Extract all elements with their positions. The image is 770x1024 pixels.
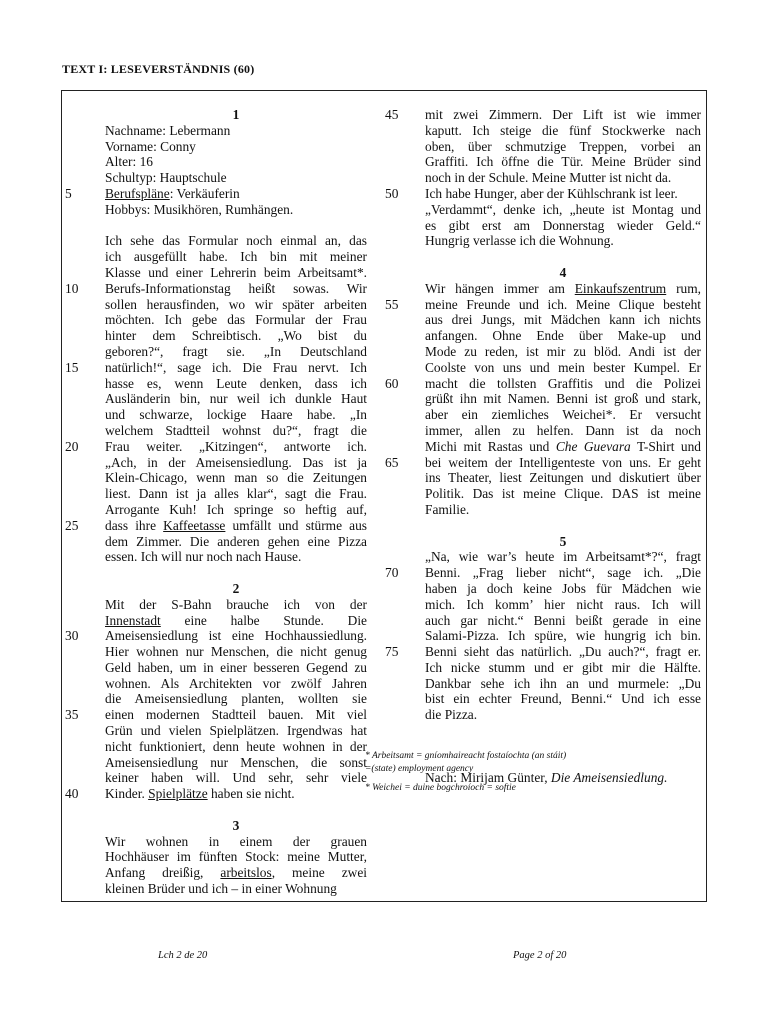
text-line bbox=[425, 154, 701, 170]
text-segment: Politik. Das ist meine Clique. DAS ist meine bbox=[425, 486, 701, 502]
text-segment: einen modernen Stadtteil bauen. Mit viel bbox=[105, 707, 367, 723]
left-column bbox=[65, 107, 368, 897]
line-number: 25 bbox=[65, 517, 79, 533]
text-segment: Frau weiter. „Kitzingen“, antworte ich. bbox=[105, 438, 367, 454]
underlined-word: arbeitslos bbox=[220, 865, 272, 881]
text-line bbox=[385, 565, 701, 581]
text-line bbox=[65, 359, 367, 376]
footnotes bbox=[365, 750, 635, 795]
text-segment: Coolste von uns und mein bester Kumpel. Er bbox=[425, 359, 701, 375]
text-segment: Ausländerin bin, nur weil ich dunkle Haut bbox=[105, 391, 367, 407]
text-line bbox=[105, 597, 367, 613]
text-line bbox=[105, 297, 367, 313]
text-line bbox=[425, 202, 701, 218]
blank-line bbox=[425, 723, 701, 739]
text-segment: Ameisensiedlung ist eine Hochhaussiedlung. bbox=[105, 628, 367, 644]
text-segment: Kinder. bbox=[105, 786, 149, 802]
text-segment: Mit der S-Bahn brauche ich von der bbox=[105, 596, 367, 612]
footnote-weichei: * Weichei = duine bogchroíoch = softie bbox=[365, 783, 516, 793]
text-line bbox=[105, 691, 367, 707]
text-segment: essen. Ich will nur noch nach Hause. bbox=[105, 549, 302, 565]
text-line bbox=[105, 739, 367, 755]
text-segment: oben, über schmutzige Treppen, vorbei an bbox=[425, 138, 701, 154]
text-line bbox=[425, 660, 701, 676]
text-segment: bist ein echter Freund, Benni.“ Und ich esse bbox=[425, 691, 701, 707]
text-line bbox=[105, 486, 367, 502]
text-line bbox=[105, 170, 367, 186]
text-segment: Hobbys: Musikhören, Rumhängen. bbox=[105, 201, 294, 217]
blank-line bbox=[425, 249, 701, 265]
text-line bbox=[65, 280, 367, 297]
text-line bbox=[105, 755, 367, 771]
text-segment: macht die tollsten Graffitis und die Polizei bbox=[425, 375, 701, 391]
text-line bbox=[425, 281, 701, 297]
text-segment: mich. Ich komm’ hier nicht raus. Ich will bbox=[425, 596, 701, 612]
text-segment: aber ein ziemliches Weichei*. Er versucht bbox=[425, 407, 701, 423]
text-line bbox=[425, 344, 701, 360]
text-segment: natürlich!“, sage ich. Die Frau nervt. Ich bbox=[105, 359, 367, 375]
text-segment: Salami-Pizza. Ich spüre, wie hungrig ich bin. bbox=[425, 628, 701, 644]
text-segment: Anfang dreißig, bbox=[105, 865, 221, 881]
text-segment: haben ja doch keine Jobs für Mädchen wie bbox=[425, 580, 701, 596]
section-number: 2 bbox=[232, 580, 240, 596]
text-segment: Berufs-Informationstag heißt sowas. Wir bbox=[105, 280, 367, 296]
line-number: 70 bbox=[385, 565, 399, 581]
text-segment: kleinen Brüder und ich – in einer Wohnung bbox=[105, 881, 337, 897]
text-line bbox=[105, 423, 367, 439]
footer-irish-page-number: Lch 2 de 20 bbox=[158, 950, 208, 961]
underlined-word: Einkaufszentrum bbox=[574, 280, 667, 296]
text-line bbox=[105, 344, 367, 360]
text-segment: Ich sehe das Formular noch einmal an, das bbox=[105, 233, 367, 249]
text-line bbox=[425, 502, 701, 518]
text-line bbox=[385, 296, 701, 313]
text-line bbox=[105, 849, 367, 865]
line-number: 65 bbox=[385, 454, 399, 470]
line-number: 30 bbox=[65, 628, 79, 644]
text-line bbox=[65, 628, 367, 644]
line-number: 75 bbox=[385, 644, 399, 660]
italic-text: Che Guevara bbox=[555, 438, 631, 454]
text-line bbox=[425, 312, 701, 328]
text-line bbox=[425, 486, 701, 502]
text-line bbox=[105, 834, 367, 850]
text-line bbox=[425, 691, 701, 707]
text-segment: Vorname: Conny bbox=[105, 138, 196, 154]
text-segment: umfällt und stürme aus bbox=[225, 517, 368, 533]
text-line bbox=[105, 613, 367, 629]
text-segment: bei weitem der Intelligenteste von uns. Er geht bbox=[425, 454, 701, 470]
text-segment: welchem Stadtteil wohnst du?“, fragt die bbox=[105, 422, 367, 438]
text-line bbox=[105, 455, 367, 471]
section-number: 5 bbox=[559, 533, 567, 549]
text-line bbox=[105, 660, 367, 676]
text-line bbox=[425, 470, 701, 486]
text-line bbox=[425, 676, 701, 692]
text-segment: sollen herausfinden, wo wir später arbeiten bbox=[105, 296, 367, 312]
text-segment: anfangen. Ohne Ende über Make-up und bbox=[425, 328, 701, 344]
line-number: 20 bbox=[65, 438, 79, 454]
text-line bbox=[65, 185, 367, 202]
text-line bbox=[425, 628, 701, 644]
text-line bbox=[105, 123, 367, 139]
line-number: 55 bbox=[385, 296, 399, 312]
text-line bbox=[105, 233, 367, 249]
footnote-arbeitsamt-line2: =(state) employment agency bbox=[365, 764, 474, 774]
line-number: 15 bbox=[65, 359, 79, 375]
text-segment: „Na, wie war’s heute im Arbeitsamt*?“, fragt bbox=[425, 549, 701, 565]
text-line bbox=[385, 107, 701, 123]
text-line bbox=[105, 202, 367, 218]
text-segment: „Ach, in der Ameisensiedlung. Das ist ja bbox=[105, 454, 367, 470]
page-header: TEXT I: LESEVERSTÄNDNIS (60) bbox=[62, 62, 255, 76]
text-line bbox=[425, 423, 701, 439]
text-segment: ins Theater, liest Zeitungen und diskutiert über bbox=[425, 470, 701, 486]
text-line bbox=[425, 218, 701, 234]
text-line bbox=[105, 407, 367, 423]
text-segment: geboren?“, fragt sie. „In Deutschland bbox=[105, 343, 367, 359]
underlined-word: Berufspläne bbox=[105, 185, 170, 201]
underlined-word: Kaffeetasse bbox=[163, 517, 226, 533]
text-segment: Schultyp: Hauptschule bbox=[105, 170, 227, 186]
text-line bbox=[105, 865, 367, 881]
text-line bbox=[105, 549, 367, 565]
text-segment: möchten. Ich gebe das Formular der Frau bbox=[105, 312, 367, 328]
footer-page-number: Page 2 of 20 bbox=[513, 950, 567, 961]
text-segment: die Pizza. bbox=[425, 707, 478, 723]
text-segment: : Verkäuferin bbox=[169, 185, 240, 201]
text-segment: Ameisensiedlung nur Menschen, die sonst bbox=[105, 754, 367, 770]
text-segment: immer, allen zu helfen. Dann ist da noch bbox=[425, 422, 701, 438]
text-segment: hinter dem Schreibtisch. „Wo bist du bbox=[105, 328, 367, 344]
text-line bbox=[425, 407, 701, 423]
text-segment: Klein-Chicago, wenn man so die Zeitungen bbox=[105, 470, 367, 486]
underlined-word: Spielplätze bbox=[148, 786, 208, 802]
text-line bbox=[425, 707, 701, 723]
blank-line bbox=[105, 565, 367, 581]
text-segment: aus drei Jungs, mit Mädchen kann ich nichts bbox=[425, 312, 701, 328]
text-line bbox=[425, 360, 701, 376]
text-segment: dass ihre bbox=[105, 517, 164, 533]
line-number: 10 bbox=[65, 280, 79, 296]
text-line bbox=[425, 391, 701, 407]
text-segment: , meine zwei bbox=[271, 865, 367, 881]
text-line bbox=[385, 375, 701, 392]
text-line bbox=[425, 439, 701, 455]
text-line bbox=[105, 328, 367, 344]
text-line bbox=[385, 644, 701, 660]
blank-line bbox=[105, 218, 367, 234]
text-line bbox=[425, 170, 701, 186]
text-segment: Familie. bbox=[425, 501, 470, 517]
text-segment: Geld haben, um in einer besseren Gegend zu bbox=[105, 659, 367, 675]
text-segment: Mode zu reden, ist mir zu blöd. Andi ist der bbox=[425, 343, 701, 359]
text-line bbox=[105, 312, 367, 328]
text-segment: Grün und vielen Spielplätzen. Irgendwas hat bbox=[105, 723, 367, 739]
text-line bbox=[425, 139, 701, 155]
text-segment: hasse es, wenn Leute denken, dass ich bbox=[105, 375, 367, 391]
text-line bbox=[425, 328, 701, 344]
text-line bbox=[105, 644, 367, 660]
text-segment: Wir hängen immer am bbox=[425, 280, 575, 296]
text-line bbox=[105, 139, 367, 155]
line-number: 50 bbox=[385, 185, 399, 201]
text-segment: grüßt ihn mit Namen. Benni ist groß und stark, bbox=[425, 391, 701, 407]
text-segment: Benni sieht das natürlich. „Du auch?“, fragt er. bbox=[425, 644, 701, 660]
section-number: 1 bbox=[232, 107, 240, 122]
line-number: 45 bbox=[385, 107, 399, 122]
text-segment: dem Zimmer. Die anderen gehen eine Pizza bbox=[105, 533, 367, 549]
text-line bbox=[425, 123, 701, 139]
text-line bbox=[105, 770, 367, 786]
line-number: 35 bbox=[65, 707, 79, 723]
text-line bbox=[105, 881, 367, 897]
underlined-word: Innenstadt bbox=[105, 612, 161, 628]
text-segment: rum, bbox=[666, 280, 702, 296]
footnote-arbeitsamt-line1: * Arbeitsamt = gníomhaireacht fostaíochta (an stáit) bbox=[365, 751, 567, 761]
text-line bbox=[105, 391, 367, 407]
text-segment: nicht funktioniert, denn heute wohnen in der bbox=[105, 738, 367, 754]
text-line bbox=[425, 549, 701, 565]
blank-line bbox=[425, 518, 701, 534]
text-segment: es gibt erst am Donnerstag wieder Geld.“ bbox=[425, 217, 701, 233]
text-segment: Nach: Mirijam Günter, bbox=[425, 770, 551, 786]
text-line bbox=[65, 517, 368, 534]
text-segment: Hier wohnen nur Menschen, die nicht genug bbox=[105, 644, 367, 660]
text-line bbox=[105, 154, 367, 170]
text-line bbox=[105, 723, 367, 739]
text-line bbox=[105, 534, 367, 550]
text-segment: eine halbe Stunde. Die bbox=[160, 612, 367, 628]
text-segment: Nachname: Lebermann bbox=[105, 122, 231, 138]
text-line bbox=[425, 581, 701, 597]
italic-text: Die Ameisensiedlung. bbox=[550, 770, 668, 786]
text-segment: T-Shirt und bbox=[630, 438, 701, 454]
text-segment: Michi mit Rastas und bbox=[425, 438, 556, 454]
text-segment: auch gar nicht.“ Benni beißt gerade in eine bbox=[425, 612, 701, 628]
text-line bbox=[385, 454, 701, 471]
text-segment: „Verdammt“, denke ich, „heute ist Montag und bbox=[425, 201, 701, 217]
text-segment: liest. Dann ist ja alles klar“, sagt die Frau. bbox=[105, 486, 367, 502]
text-segment: ich ausgefüllt habe. Ich bin mit meiner bbox=[105, 249, 367, 265]
text-segment: noch in der Schule. Meine Mutter ist nicht da. bbox=[425, 170, 672, 186]
text-segment: Ich nicke stumm und er gibt mir die Hälfte. bbox=[425, 659, 701, 675]
text-segment: Wir wohnen in einem der grauen bbox=[105, 833, 367, 849]
text-line bbox=[425, 597, 701, 613]
text-segment: Hungrig verlasse ich die Wohnung. bbox=[425, 233, 614, 249]
text-line bbox=[65, 786, 367, 802]
text-segment: mit zwei Zimmern. Der Lift ist wie immer bbox=[425, 107, 701, 122]
text-segment: meine Freunde und ich. Meine Clique besteht bbox=[425, 296, 701, 312]
text-segment: Arrogante Kuh! Ich springe so heftig auf, bbox=[105, 501, 367, 517]
text-line bbox=[105, 676, 367, 692]
section-number: 4 bbox=[559, 264, 567, 280]
text-segment: und schwarze, lockige Haare habe. „In bbox=[105, 407, 367, 423]
footnote-arbeitsamt bbox=[365, 750, 635, 776]
text-line bbox=[65, 438, 367, 455]
text-segment: Klasse und einer Lehrerin beim Arbeitsamt*. bbox=[105, 264, 367, 280]
text-segment: wohnen. Als Architekten vor zwölf Jahren bbox=[105, 675, 367, 691]
text-segment: Ich habe Hunger, aber der Kühlschrank ist leer. bbox=[425, 185, 678, 201]
text-line bbox=[65, 707, 367, 723]
text-segment: Hochhäuser im fünften Stock: meine Mutter, bbox=[105, 849, 367, 865]
text-segment: Benni. „Frag lieber nicht“, sage ich. „Die bbox=[425, 565, 701, 581]
text-line bbox=[425, 233, 701, 249]
text-line bbox=[105, 502, 367, 518]
text-segment: Dankbar sehe ich ihn an und murmele: „Du bbox=[425, 675, 701, 691]
text-segment: Graffiti. Ich öffne die Tür. Meine Brüder sind bbox=[425, 154, 701, 170]
text-segment: kaputt. Ich steige die fünf Stockwerke nach bbox=[425, 122, 701, 138]
text-line bbox=[425, 613, 701, 629]
text-segment: die Ameisensiedlung planten, wollten sie bbox=[105, 691, 367, 707]
line-number: 60 bbox=[385, 375, 399, 391]
text-segment: haben sie nicht. bbox=[207, 786, 295, 802]
text-line bbox=[105, 376, 367, 392]
text-line bbox=[105, 265, 367, 281]
blank-line bbox=[105, 802, 367, 818]
text-segment: Alter: 16 bbox=[105, 154, 153, 170]
line-number: 5 bbox=[65, 185, 72, 201]
text-segment: keiner haben will. Und sehr, sehr viele bbox=[105, 770, 367, 786]
text-line bbox=[105, 249, 367, 265]
text-line bbox=[105, 470, 367, 486]
line-number: 40 bbox=[65, 786, 79, 802]
text-line bbox=[385, 185, 701, 202]
section-number: 3 bbox=[232, 817, 240, 833]
